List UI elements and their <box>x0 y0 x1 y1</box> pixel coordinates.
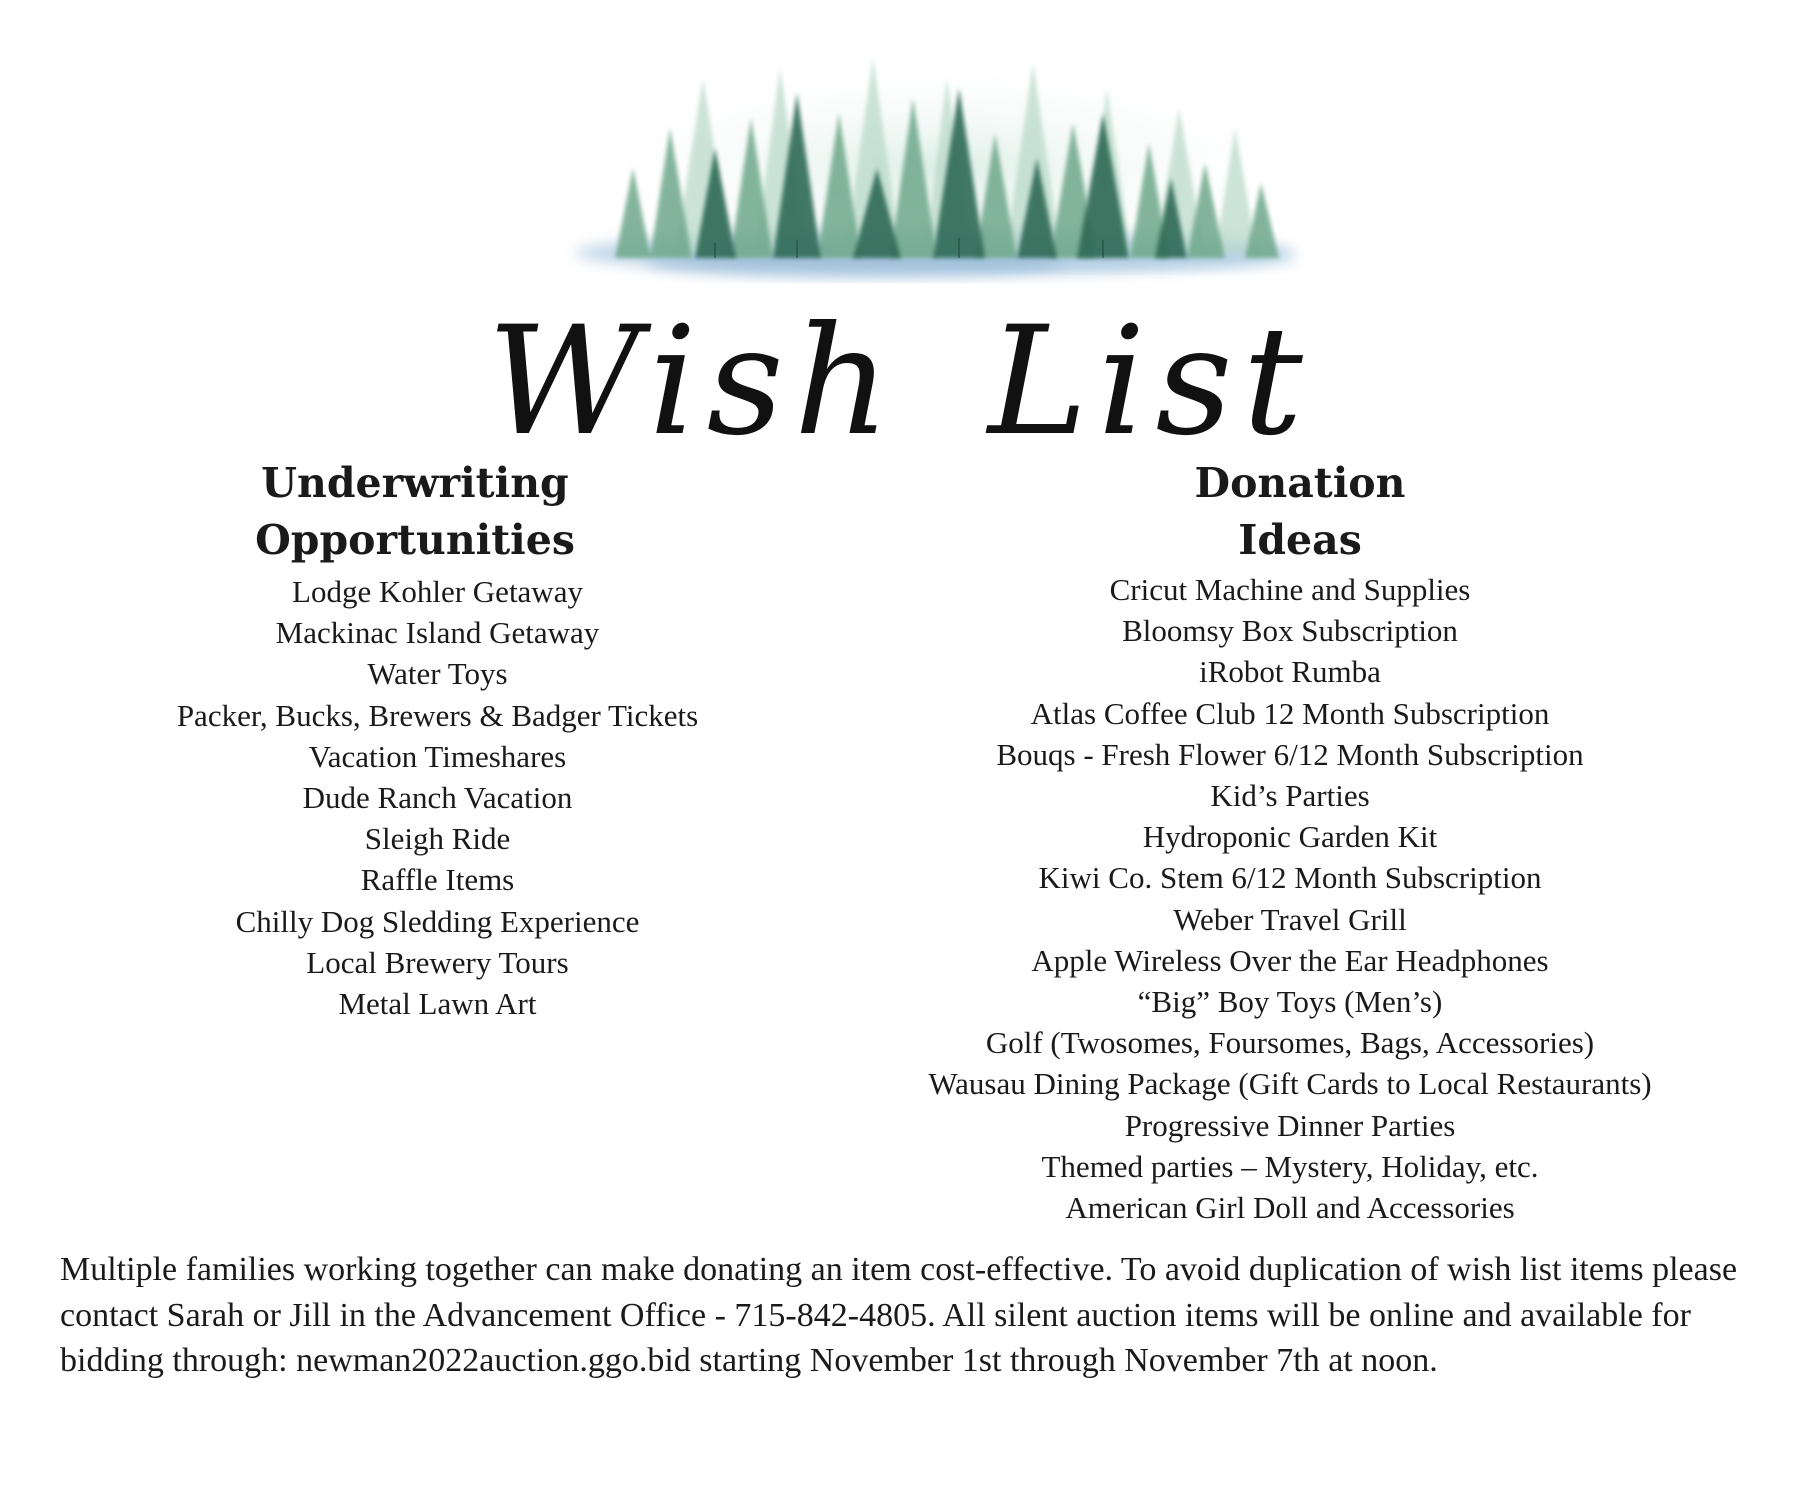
donation-heading <box>1170 455 1430 569</box>
list-item: Sleigh Ride <box>364 821 511 857</box>
list-item: American Girl Doll and Accessories <box>1065 1190 1515 1226</box>
donation-heading-line1: Donation <box>1194 459 1406 507</box>
list-item: Wausau Dining Package (Gift Cards to Local Restaurants) <box>928 1066 1652 1102</box>
list-item: Bloomsy Box Subscription <box>1122 613 1458 649</box>
list-item: Themed parties – Mystery, Holiday, etc. <box>1041 1148 1539 1184</box>
list-item: Raffle Items <box>360 862 515 898</box>
list-item: Kiwi Co. Stem 6/12 Month Subscription <box>1038 860 1542 896</box>
underwriting-opportunities-section <box>110 455 765 1024</box>
list-item: Bouqs - Fresh Flower 6/12 Month Subscription <box>996 736 1584 772</box>
list-item: Atlas Coffee Club 12 Month Subscription <box>1030 695 1550 731</box>
underwriting-list <box>110 571 765 1024</box>
list-item: Metal Lawn Art <box>338 986 537 1022</box>
footer-note: Multiple families working together can make donating an item cost-effective. To avoid duplication of wish list items please contact Sarah or Jill in the Advancement Office - 715-842-4805. All silent auction items will be online and available for bidding through: newman2022auction.ggo.bid starting November 1st through November 7th at noon. <box>60 1251 1738 1379</box>
list-item: Chilly Dog Sledding Experience <box>235 903 640 939</box>
list-item: Water Toys <box>367 656 508 692</box>
list-item: Apple Wireless Over the Ear Headphones <box>1031 942 1549 978</box>
list-item: Lodge Kohler Getaway <box>292 574 583 609</box>
list-item: Weber Travel Grill <box>1173 901 1407 937</box>
donation-list <box>880 569 1700 1228</box>
list-item: Dude Ranch Vacation <box>302 780 573 816</box>
list-item: iRobot Rumba <box>1199 654 1381 690</box>
list-item: Hydroponic Garden Kit <box>1142 819 1438 855</box>
watercolor-pine-trees-icon <box>555 18 1325 300</box>
list-item: Vacation Timeshares <box>308 738 567 774</box>
list-item: Progressive Dinner Parties <box>1124 1107 1456 1143</box>
list-item: Local Brewery Tours <box>306 944 569 980</box>
list-item: Golf (Twosomes, Foursomes, Bags, Accessories) <box>985 1025 1595 1061</box>
page-title: Wish List <box>487 295 1313 469</box>
list-item: Kid’s Parties <box>1210 778 1370 814</box>
underwriting-heading <box>235 455 595 569</box>
underwriting-heading-line2: Opportunities <box>255 516 575 564</box>
list-item: “Big” Boy Toys (Men’s) <box>1137 984 1443 1020</box>
list-item: Mackinac Island Getaway <box>275 615 600 651</box>
list-item: Cricut Machine and Supplies <box>1109 572 1471 607</box>
list-item: Packer, Bucks, Brewers & Badger Tickets <box>176 697 699 733</box>
donation-ideas-section <box>880 455 1700 1228</box>
donation-heading-line2: Ideas <box>1238 516 1362 564</box>
underwriting-heading-line1: Underwriting <box>261 459 569 507</box>
